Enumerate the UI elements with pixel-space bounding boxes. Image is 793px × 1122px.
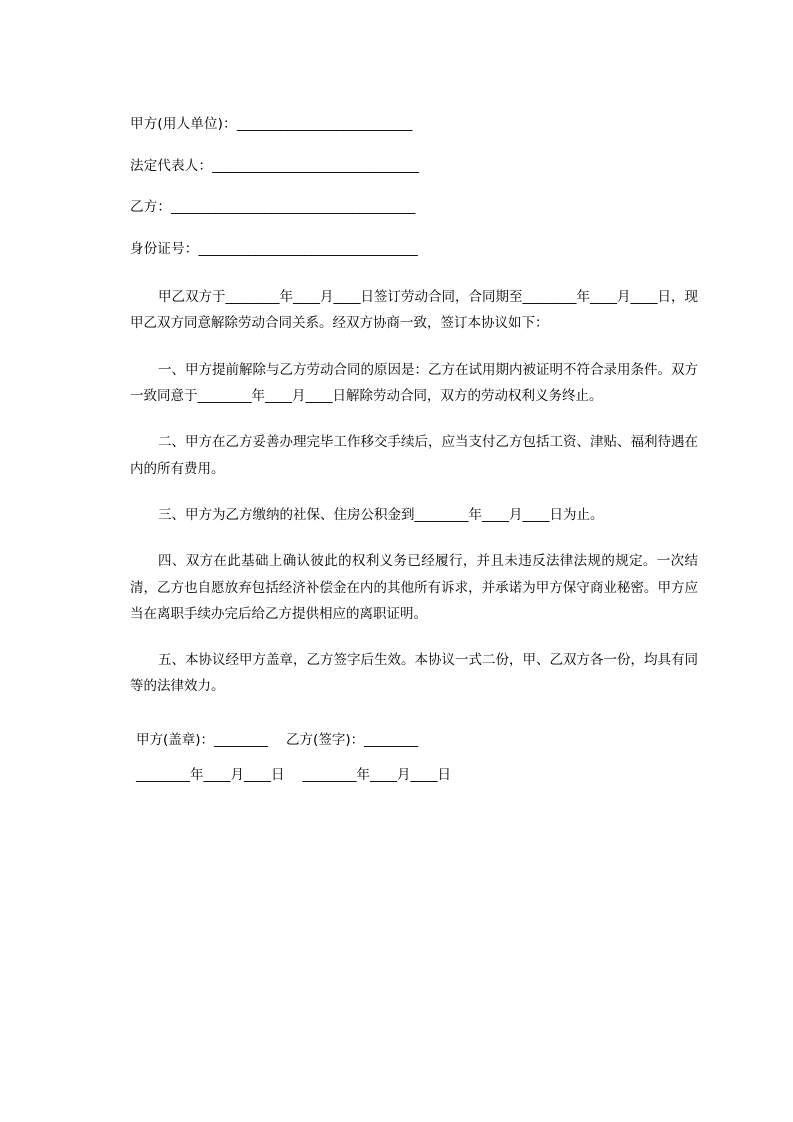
field-row-party-a (130, 118, 698, 132)
field-row-legal-rep (130, 157, 698, 174)
field-label-party-a: 甲方(用人单位)： (130, 116, 237, 132)
clause-paragraph-2: 二、甲方在乙方妥善办理完毕工作移交手续后，应当支付乙方包括工资、津贴、福利待遇在内的所有费用。 (130, 434, 698, 477)
signature-party-a: 甲方(盖章)：________ (136, 731, 269, 748)
clause-paragraph-5: 五、本协议经甲方盖章，乙方签字后生效。本协议一式二份，甲、乙双方各一份，均具有同等的法律效力。 (130, 652, 698, 695)
field-blank-legal-rep: _________________________________ (212, 157, 419, 174)
signature-party-b: 乙方(签字)：________ (286, 731, 419, 748)
intro-paragraph: 甲乙双方于________年____月____日签订劳动合同，合同期至________年____月____日，现甲乙双方同意解除劳动合同关系。经双方协商一致，签订本协议如下： (130, 289, 698, 332)
field-label-id-number: 身份证号： (130, 240, 199, 257)
field-row-id-number (130, 240, 698, 257)
field-blank-party-a: ____________________________ (236, 116, 412, 132)
field-label-party-b: 乙方： (130, 199, 172, 215)
field-row-party-b (130, 201, 698, 215)
field-blank-party-b: _______________________________________ (171, 199, 415, 215)
signature-date-a: ________年____月____日 (136, 767, 285, 784)
clause-paragraph-1: 一、甲方提前解除与乙方劳动合同的原因是：乙方在试用期内被证明不符合录用条件。双方一致同意于________年____月____日解除劳动合同，双方的劳动权利义务终止。 (130, 361, 698, 404)
header-fields-block (130, 118, 698, 256)
signature-row (130, 731, 698, 748)
signature-date-b: ________年____月____日 (302, 767, 451, 784)
signature-date-row (130, 769, 698, 783)
field-label-legal-rep: 法定代表人： (130, 157, 213, 174)
clause-paragraph-3: 三、甲方为乙方缴纳的社保、住房公积金到________年____月____日为止。 (158, 506, 604, 523)
clause-paragraph-4: 四、双方在此基础上确认彼此的权利义务已经履行，并且未违反法律法规的规定。一次结清，乙方也自愿放弃包括经济补偿金在内的其他所有诉求，并承诺为甲方保守商业秘密。甲方应当在离职手续办完后给乙方提供相应的离职证明。 (130, 553, 698, 622)
field-blank-id-number: ___________________________________ (198, 240, 418, 257)
